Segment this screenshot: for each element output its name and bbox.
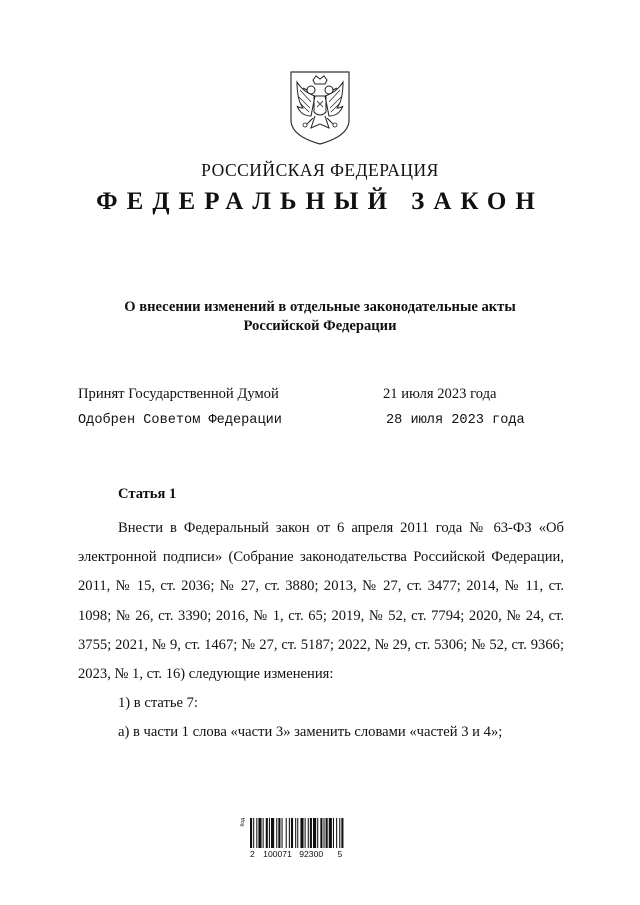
barcode-bar (341, 818, 343, 848)
barcode-bar (320, 818, 322, 848)
barcode-digit-check: 5 (337, 849, 343, 859)
barcode-bar (336, 818, 337, 848)
law-title-line: Российской Федерации (243, 318, 397, 334)
barcode-bar (324, 818, 325, 848)
article-paragraph: Внести в Федеральный закон от 6 апреля 2011 года № 63-ФЗ «Об электронной подписи» (Собрание законодательства Российской Федерации, 2011, № 15, ст. 2036; № 27, ст. 3880; 2013, № 27, ст. 3477; 2014, № 11, ст. 1098; № 26, ст. 3390; 2016, № 1, ст. 65; 2019, № 52, ст. 7794; 2020, № 24, ст. 3755; 2021, № 9, ст. 1467; № 27, ст. 5187; 2022, № 29, ст. 5306; № 52, ст. 9366; 2023, № 1, ст. 16) следующие изменения: (78, 520, 564, 683)
barcode-digits-group-2: 92300 (299, 849, 324, 859)
barcode-bar (313, 818, 316, 848)
barcode-bar (282, 818, 283, 848)
article-body (78, 514, 564, 748)
article-item: 1) в статье 7: (118, 695, 198, 712)
barcode-bar (291, 818, 293, 848)
document-type-heading: ФЕДЕРАЛЬНЫЙ ЗАКОН (96, 188, 544, 215)
barcode-bar (310, 818, 312, 848)
barcode-bar (333, 818, 334, 848)
barcode-bar (317, 818, 318, 848)
barcode-bar (305, 818, 306, 848)
barcode-bar (295, 818, 296, 848)
barcode-bar (326, 818, 328, 848)
duma-adoption-label: Принят Государственной Думой (78, 386, 279, 402)
barcode-bar (271, 818, 274, 848)
barcode-digits-group-1: 100071 (263, 849, 292, 859)
barcode-bar (308, 818, 309, 848)
barcode-bar (256, 818, 257, 848)
barcode-bar (278, 818, 280, 848)
barcode-bar (329, 818, 332, 848)
council-approval-label: Одобрен Советом Федерации (78, 413, 282, 428)
barcode-bar (297, 818, 298, 848)
barcode-bar (269, 818, 270, 848)
barcode-bar (250, 818, 252, 848)
barcode-bar (339, 818, 340, 848)
barcode-bar (276, 818, 277, 848)
barcode-tag: Код (240, 818, 246, 827)
barcode-number (250, 849, 380, 859)
coat-of-arms-icon (289, 70, 351, 146)
law-title-line: О внесении изменений в отдельные законодательные акты (124, 299, 516, 315)
article-heading: Статья 1 (118, 486, 177, 502)
barcode (250, 818, 380, 859)
duma-adoption-date: 21 июля 2023 года (383, 386, 497, 402)
barcode-digit-lead: 2 (250, 849, 255, 859)
barcode-bar (253, 818, 254, 848)
country-heading: РОССИЙСКАЯ ФЕДЕРАЦИЯ (201, 160, 439, 180)
article-subitem: а) в части 1 слова «части 3» заменить словами «частей 3 и 4»; (118, 724, 503, 741)
barcode-bar (263, 818, 264, 848)
barcode-bars (250, 818, 380, 848)
barcode-bar (258, 818, 261, 848)
law-title (80, 298, 560, 336)
barcode-bar (286, 818, 287, 848)
barcode-bar (289, 818, 290, 848)
council-approval-date: 28 июля 2023 года (386, 413, 525, 428)
barcode-bar (300, 818, 303, 848)
barcode-bar (266, 818, 268, 848)
